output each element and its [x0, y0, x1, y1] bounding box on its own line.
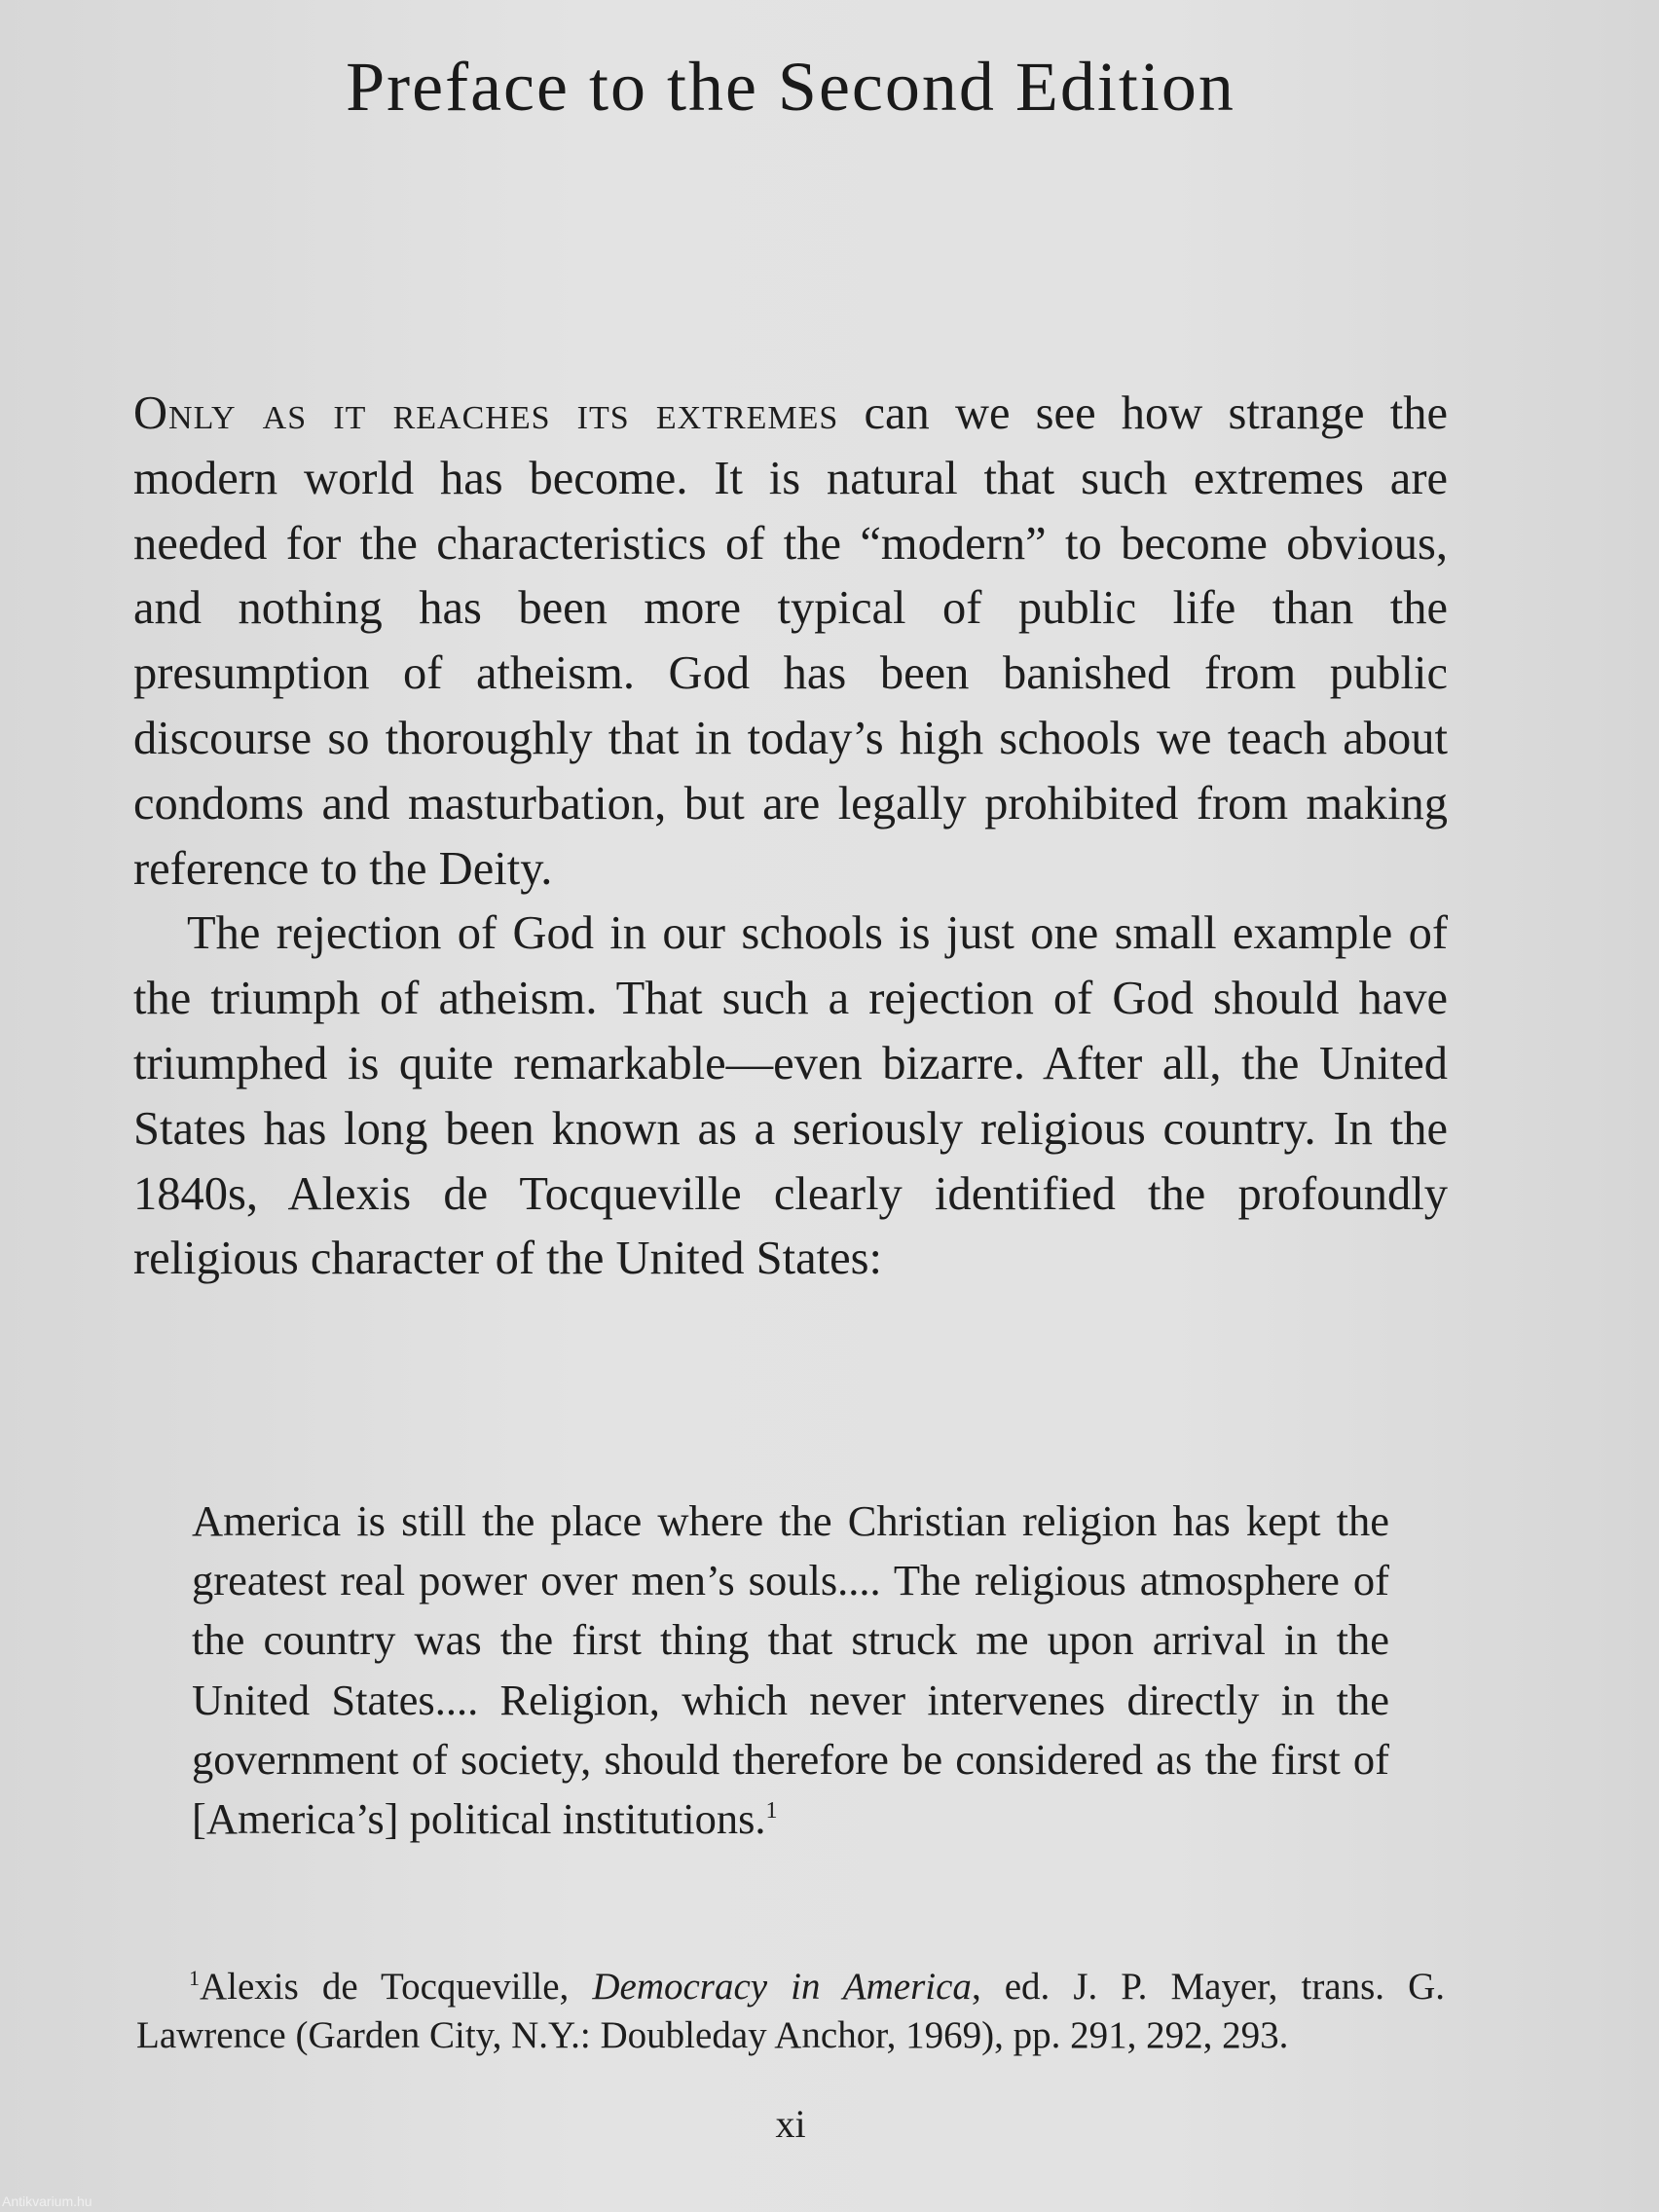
chapter-title: Preface to the Second Edition [346, 48, 1235, 126]
footnote-author: Alexis de Tocqueville, [200, 1966, 593, 2008]
paragraph-1-text: can we see how strange the modern world has become. It is natural that such extremes are needed for the characteristics of the “modern” to become obvious, and nothing has been more typical of public life than the presumption of atheism. God has been banished from public discourse so thoroughly that in today’s high schools we teach about condoms and masturbation, but are legally prohibited from making reference to the Deity. [133, 387, 1448, 895]
paragraph-2: The rejection of God in our schools is just one small example of the triumph of atheism. That such a rejection of God should have triumphed is quite remarkable—even bizarre. After all, the United States has long been known as a seriously religious country. In the 1840s, Alexis de Tocqueville clearly identified the profoundly religious character of the United States: [133, 907, 1448, 1285]
block-quote [192, 1492, 1389, 1849]
footnote [136, 1963, 1445, 2060]
page-number: xi [775, 2102, 806, 2146]
footnote-marker: 1 [189, 1966, 200, 1990]
main-text [133, 382, 1448, 1292]
footnote-book-title: Democracy in America [592, 1966, 972, 2008]
block-quote-text: America is still the place where the Christian religion has kept the greatest real power over men’s souls.... The religious atmosphere of the country was the first thing that struck me upon arrival in the United States.... Religion, which never intervenes directly in the government of society, should therefore be considered as the first of [America’s] political institutions. [192, 1496, 1389, 1844]
footnote-reference: 1 [765, 1798, 778, 1825]
paragraph-1 [133, 382, 1448, 902]
watermark: Antikvarium.hu [2, 2194, 92, 2209]
footnote-details: , ed. J. P. Mayer, trans. G. Lawrence (Garden City, N.Y.: Doubleday Anchor, 1969), pp. 291, 292, 293. [136, 1966, 1445, 2056]
paragraph-1-lead: Only as it reaches its extremes [133, 387, 839, 439]
